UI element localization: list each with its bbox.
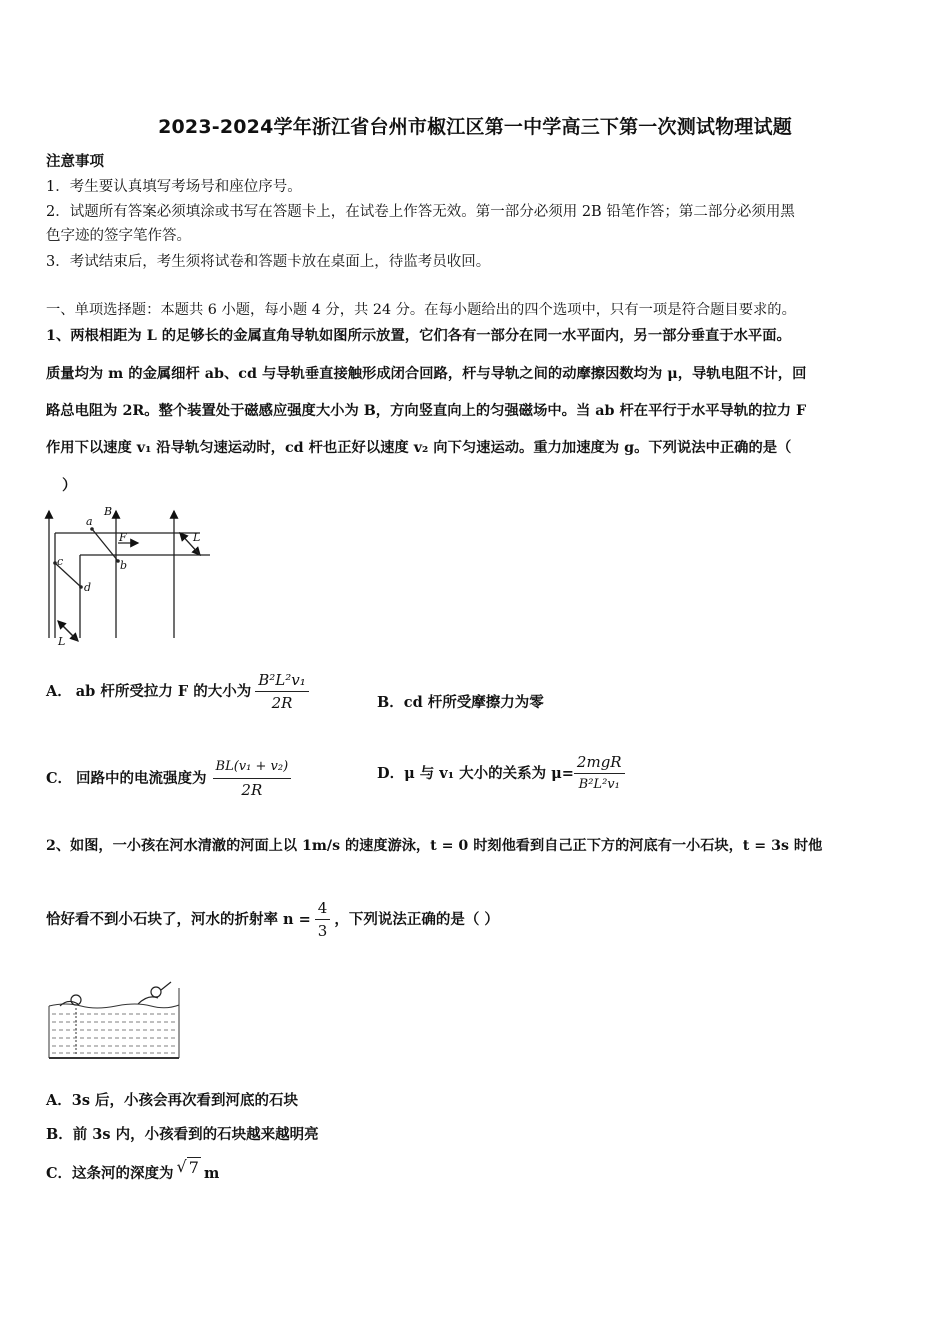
q2-line-2 [46,898,499,941]
q2-option-c-text: C．这条河的深度为 [46,1165,174,1182]
q2-line-1: 2、如图，一小孩在河水清澈的河面上以 1m/s 的速度游泳，t = 0 时刻他看到自己正下方的河底有一小石块，t = 3s 时他 [46,838,823,854]
q1-option-c-fraction [213,757,292,800]
notice-item-2-cont: 色字迹的签字笔作答。 [46,228,191,244]
q1-option-b-text: cd 杆所受摩擦力为零 [403,694,544,711]
notice-item-1: 1．考生要认真填写考场号和座位序号。 [46,179,302,195]
q1-option-a-prefix: A． [46,682,72,700]
q2-line-2-a: 恰好看不到小石块了，河水的折射率 n = [46,910,311,928]
q1-line-3: 路总电阻为 2R。整个装置处于磁感应强度大小为 B，方向竖直向上的匀强磁场中。当 ab 杆在平行于水平导轨的拉力 F [46,403,807,419]
q1-option-d-text: μ 与 v₁ 大小的关系为 μ= [404,764,574,782]
q1-option-a[interactable] [46,670,309,713]
q2-n-numerator: 4 [315,898,331,920]
label-L-top: L [193,531,201,544]
label-b: b [120,559,128,572]
q1-line-2: 质量均为 m 的金属细杆 ab、cd 与导轨垂直接触形成闭合回路，杆与导轨之间的动摩擦因数均为 μ，导轨电阻不计，回 [46,366,807,382]
q1-option-c[interactable] [46,757,291,800]
q1-option-c-denominator: 2R [241,781,263,799]
q1-option-d[interactable] [377,752,625,795]
label-c: c [57,555,64,568]
label-L-bottom: L [58,635,66,648]
q2-refractive-index [315,898,331,941]
label-B: B [104,505,113,518]
q1-option-b[interactable] [377,693,544,713]
q1-line-1: 1、两根相距为 L 的足够长的金属直角导轨如图所示放置，它们各有一部分在同一水平面内，另一部分垂直于水平面。 [46,328,791,344]
q1-option-d-prefix: D． [377,764,405,782]
q2-option-c-unit: m [203,1165,220,1182]
q1-option-a-fraction [255,670,309,713]
notice-item-2: 2．试题所有答案必须填涂或书写在答题卡上，在试卷上作答无效。第一部分必须用 2B 铅笔作答；第二部分必须用黑 [46,204,795,220]
q1-option-b-prefix: B． [377,694,404,711]
label-d: d [84,581,92,594]
notice-heading: 注意事项 [46,153,104,170]
q1-option-c-numerator: BL(v₁ + v₂) [213,757,292,779]
q1-option-d-numerator: 2mgR [574,752,625,774]
q2-n-denominator: 3 [317,922,328,940]
q2-option-b[interactable]: B．前 3s 内，小孩看到的石块越来越明亮 [46,1126,319,1143]
q1-line-4: 作用下以速度 v₁ 沿导轨匀速运动时，cd 杆也正好以速度 v₂ 向下匀速运动。重力加速度为 g。下列说法中正确的是（ [46,440,792,456]
section-heading: 一、单项选择题：本题共 6 小题，每小题 4 分，共 24 分。在每小题给出的四个选项中，只有一项是符合题目要求的。 [46,302,796,318]
q2-river-diagram [46,978,181,1063]
label-F: F [119,531,127,544]
q1-option-a-text: ab 杆所受拉力 F 的大小为 [75,682,252,700]
q1-option-a-denominator: 2R [271,694,293,712]
q1-option-d-denominator: B²L²v₁ [578,777,620,792]
notice-item-3: 3．考试结束后，考生须将试卷和答题卡放在桌面上，待监考员收回。 [46,254,491,270]
q1-option-c-text: 回路中的电流强度为 [76,769,207,787]
label-a: a [86,515,93,528]
q2-option-a[interactable]: A．3s 后，小孩会再次看到河底的石块 [46,1092,299,1109]
q1-option-d-fraction [574,752,625,795]
q1-option-c-prefix: C． [46,769,73,787]
q2-option-c-sqrt [177,1157,201,1178]
q2-option-c[interactable] [46,1157,220,1184]
q1-line-5: ） [62,477,77,494]
page-title: 2023-2024学年浙江省台州市椒江区第一中学高三下第一次测试物理试题 [158,116,792,138]
q1-option-a-numerator: B²L²v₁ [255,670,309,692]
q2-line-2-b: ，下列说法正确的是（ ） [334,910,499,928]
q1-rail-diagram [40,503,225,648]
sqrt-symbol-icon: √ [176,1157,187,1176]
q2-option-c-radicand: 7 [188,1158,199,1177]
